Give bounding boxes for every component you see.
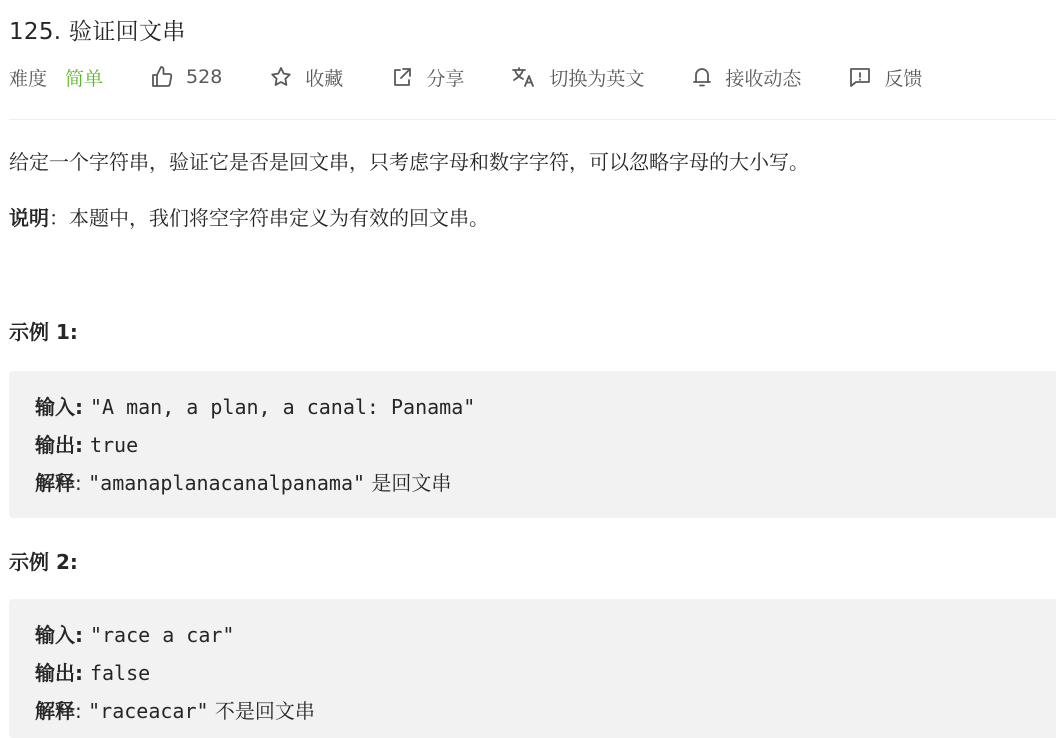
output-label: 输出: xyxy=(35,661,90,685)
input-label: 输入: xyxy=(35,395,90,419)
thumbs-up-icon xyxy=(150,65,174,89)
note-label: 说明 xyxy=(9,206,49,230)
feedback-button[interactable] xyxy=(848,64,922,91)
input-label: 输入: xyxy=(35,623,90,647)
bell-icon xyxy=(691,65,713,89)
like-button[interactable] xyxy=(150,65,222,89)
favorite-label: 收藏 xyxy=(305,67,344,90)
explain-label: 解释 xyxy=(35,471,75,495)
example-1-explain xyxy=(35,464,1056,502)
example-2-block xyxy=(9,599,1056,738)
difficulty xyxy=(9,64,103,91)
translate-button[interactable] xyxy=(511,64,644,91)
example-2-explain xyxy=(35,692,1056,730)
explain-text: 是回文串 xyxy=(365,471,452,495)
like-count: 528 xyxy=(186,66,223,88)
explain-colon: : xyxy=(75,471,89,495)
output-value: false xyxy=(89,661,151,685)
share-button[interactable] xyxy=(390,64,464,91)
example-2-heading: 示例 2: xyxy=(9,550,78,574)
share-icon xyxy=(390,65,414,89)
explain-text: 不是回文串 xyxy=(208,699,315,723)
notify-label: 接收动态 xyxy=(725,67,802,90)
input-value: "A man, a plan, a canal: Panama" xyxy=(89,395,476,419)
translate-icon xyxy=(511,65,537,89)
difficulty-badge: 简单 xyxy=(65,67,104,90)
problem-meta-bar xyxy=(9,62,969,92)
explain-value: "raceacar" xyxy=(88,699,209,723)
output-value: true xyxy=(89,433,139,457)
notify-button[interactable] xyxy=(691,64,801,91)
example-1-block xyxy=(9,371,1056,518)
note-text: ：本题中，我们将空字符串定义为有效的回文串。 xyxy=(49,206,489,230)
explain-value: "amanaplanacanalpanama" xyxy=(88,471,366,495)
explain-colon: : xyxy=(75,699,89,723)
difficulty-label: 难度 xyxy=(9,67,48,90)
problem-note xyxy=(9,202,489,231)
problem-description: 给定一个字符串，验证它是否是回文串，只考虑字母和数字字符，可以忽略字母的大小写。 xyxy=(9,150,809,174)
problem-title: 125. 验证回文串 xyxy=(9,19,186,45)
favorite-button[interactable] xyxy=(269,64,343,91)
translate-label: 切换为英文 xyxy=(549,67,645,90)
example-1-input xyxy=(35,388,1056,426)
divider xyxy=(9,119,1056,120)
output-label: 输出: xyxy=(35,433,90,457)
example-2-input xyxy=(35,616,1056,654)
explain-label: 解释 xyxy=(35,699,75,723)
feedback-label: 反馈 xyxy=(884,67,923,90)
input-value: "race a car" xyxy=(89,623,235,647)
example-2-output xyxy=(35,654,1056,692)
share-label: 分享 xyxy=(426,67,465,90)
feedback-icon xyxy=(848,65,872,89)
star-icon xyxy=(269,65,293,89)
example-1-output xyxy=(35,426,1056,464)
example-1-heading: 示例 1: xyxy=(9,320,78,344)
